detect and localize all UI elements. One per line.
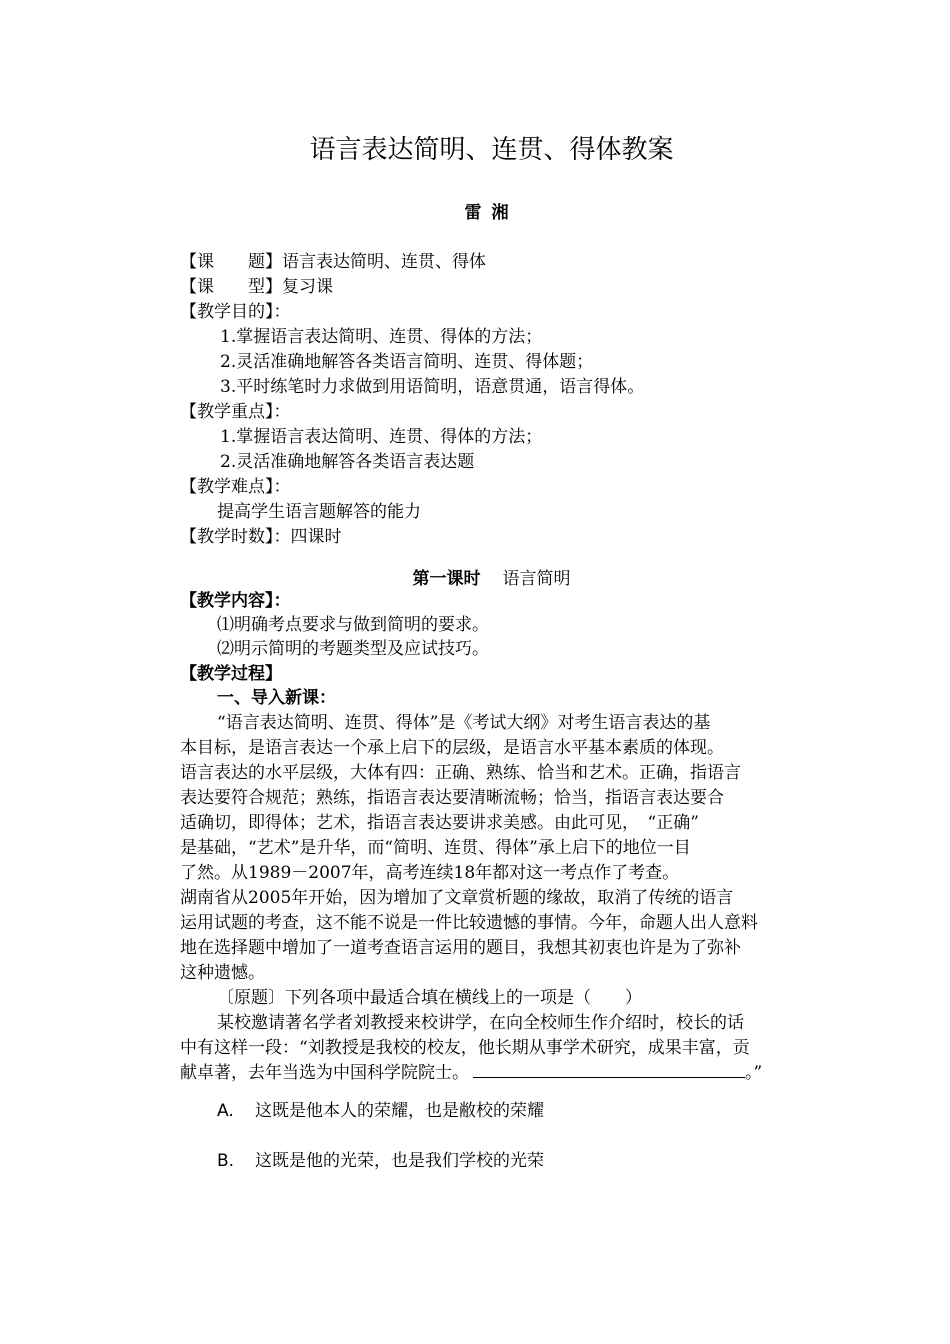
author-name: 雷湘 bbox=[464, 203, 519, 223]
content-item: ⑴明确考点要求与做到简明的要求。 bbox=[217, 615, 489, 635]
answer-blank bbox=[473, 1061, 745, 1078]
passage-last-line bbox=[180, 1061, 762, 1085]
goal-item: 3.平时练笔时力求做到用语简明，语意贯通，语言得体。 bbox=[220, 377, 645, 397]
lesson-heading bbox=[0, 567, 950, 591]
passage-line: 献卓著，去年当选为中国科学院院士。 bbox=[180, 1063, 469, 1083]
hours-value: 四课时 bbox=[290, 527, 342, 547]
topic-value: 语言表达简明、连贯、得体 bbox=[282, 252, 486, 272]
passage-line: 某校邀请著名学者刘教授来校讲学，在向全校师生作介绍时，校长的话 bbox=[217, 1013, 744, 1033]
intro-line: 湖南省从2005年开始，因为增加了文章赏析题的缘故，取消了传统的语言 bbox=[180, 888, 734, 908]
type-label: 【课 型】 bbox=[180, 277, 282, 297]
type-value: 复习课 bbox=[282, 277, 333, 297]
topic-row bbox=[180, 250, 486, 274]
intro-line: 地在选择题中增加了一道考查语言运用的题目，我想其初衷也许是为了弥补 bbox=[180, 938, 741, 958]
option-text: 这既是他的光荣，也是我们学校的光荣 bbox=[255, 1151, 544, 1171]
intro-line: 了然。从1989－2007年，高考连续18年都对这一考点作了考查。 bbox=[180, 863, 680, 883]
goal-item: 2.灵活准确地解答各类语言简明、连贯、得体题； bbox=[220, 352, 594, 372]
content-item: ⑵明示简明的考题类型及应试技巧。 bbox=[217, 639, 489, 659]
difficulty-label: 【教学难点】： bbox=[180, 477, 291, 497]
goals-label: 【教学目的】： bbox=[180, 302, 291, 322]
type-row bbox=[180, 275, 333, 299]
focus-item: 2.灵活准确地解答各类语言表达题 bbox=[220, 452, 475, 472]
intro-line: 本目标，是语言表达一个承上启下的层级，是语言水平基本素质的体现。 bbox=[180, 738, 724, 758]
focus-item: 1.掌握语言表达简明、连贯、得体的方法； bbox=[220, 427, 543, 447]
intro-line: 这种遗憾。 bbox=[180, 963, 265, 983]
lesson-topic: 语言简明 bbox=[502, 569, 571, 589]
intro-line: “语言表达简明、连贯、得体”是《考试大纲》对考生语言表达的基 bbox=[217, 713, 711, 733]
goal-item: 1.掌握语言表达简明、连贯、得体的方法； bbox=[220, 327, 543, 347]
option-b bbox=[217, 1149, 544, 1173]
topic-label: 【课 题】 bbox=[180, 252, 282, 272]
hours-row bbox=[180, 525, 342, 549]
passage-end: 。” bbox=[745, 1063, 763, 1083]
option-text: 这既是他本人的荣耀，也是敝校的荣耀 bbox=[255, 1101, 544, 1121]
hours-label: 【教学时数】： bbox=[180, 527, 291, 547]
passage-line: 中有这样一段：“刘教授是我校的校友，他长期从事学术研究，成果丰富，贡 bbox=[180, 1038, 750, 1058]
content-label: 【教学内容】： bbox=[180, 591, 291, 611]
section-title: 一、导入新课： bbox=[217, 688, 336, 708]
intro-line: 运用试题的考查，这不能不说是一件比较遗憾的事情。今年，命题人出人意料 bbox=[180, 913, 758, 933]
option-a bbox=[217, 1099, 544, 1123]
option-letter: B. bbox=[217, 1151, 235, 1171]
intro-line: 是基础，“艺术”是升华，而“简明、连贯、得体”承上启下的地位一目 bbox=[180, 838, 691, 858]
intro-line: 表达要符合规范；熟练，指语言表达要清晰流畅；恰当，指语言表达要合 bbox=[180, 788, 724, 808]
intro-line: 适确切，即得体；艺术，指语言表达要讲求美感。由此可见， “正确” bbox=[180, 813, 699, 833]
document-title: 语言表达简明、连贯、得体教案 bbox=[309, 135, 674, 165]
question-stem: 〔原题〕下列各项中最适合填在横线上的一项是（ ） bbox=[217, 988, 642, 1008]
lesson-number: 第一课时 bbox=[412, 569, 481, 589]
process-label: 【教学过程】 bbox=[180, 664, 282, 684]
option-letter: A. bbox=[217, 1101, 234, 1121]
focus-label: 【教学重点】： bbox=[180, 402, 291, 422]
intro-line: 语言表达的水平层级，大体有四：正确、熟练、恰当和艺术。正确，指语言 bbox=[180, 763, 741, 783]
difficulty-value: 提高学生语言题解答的能力 bbox=[217, 502, 421, 522]
